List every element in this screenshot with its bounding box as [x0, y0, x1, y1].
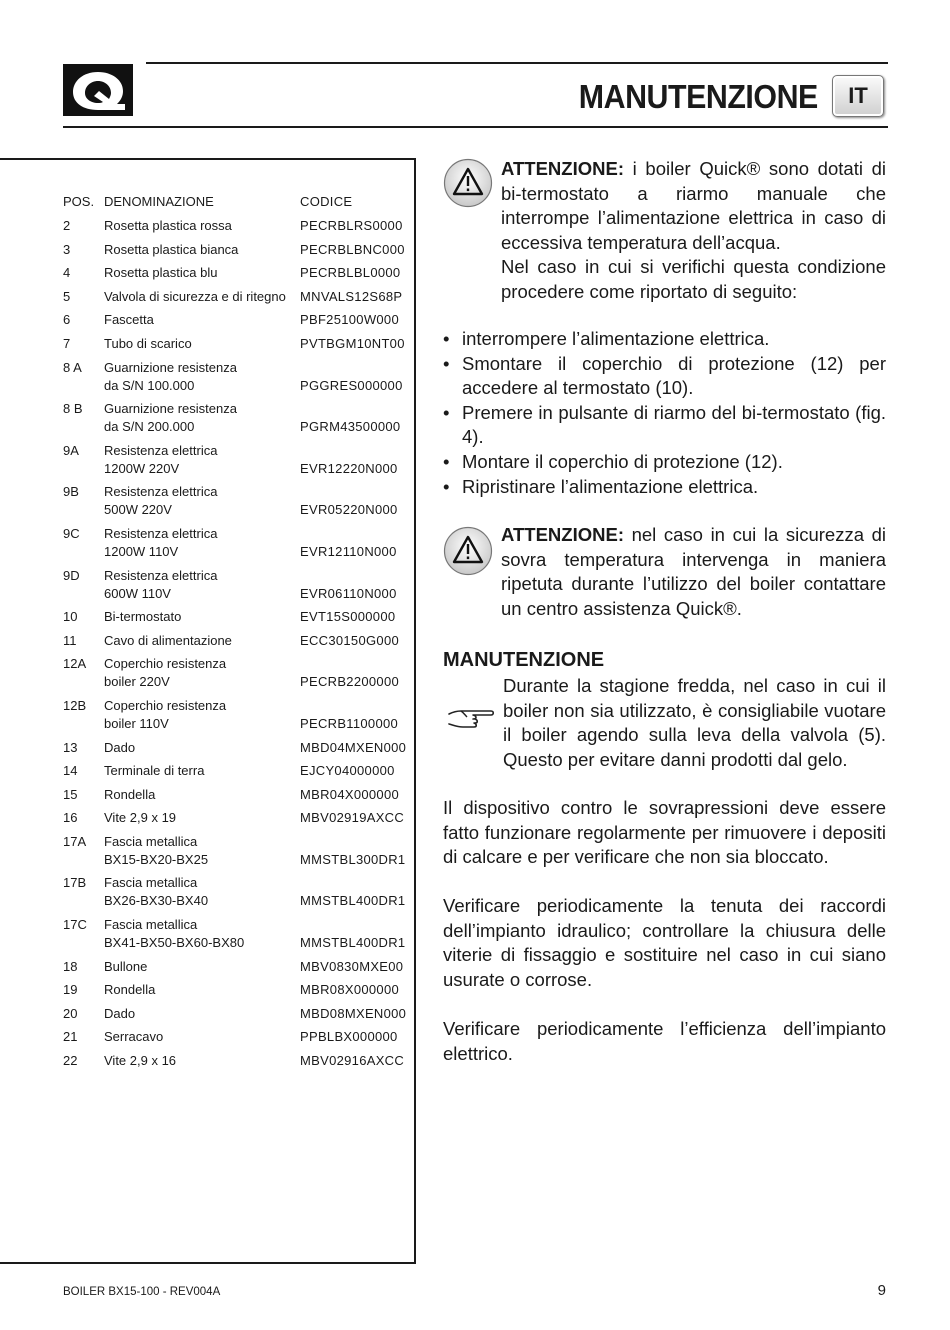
- part-code: PECRB1100000: [300, 715, 399, 731]
- table-row: [63, 311, 403, 329]
- maintenance-paragraph: Verificare periodicamente l’efficienza dell’impianto elettrico.: [443, 1018, 886, 1064]
- part-code: PGGRES000000: [300, 377, 403, 393]
- part-pos: 17C: [63, 917, 87, 933]
- part-pos: 13: [63, 739, 78, 755]
- page-title: MANUTENZIONE: [578, 78, 818, 115]
- part-name: Resistenza elettrica: [104, 567, 218, 583]
- part-code: MBD04MXEN000: [300, 739, 407, 755]
- part-name: Coperchio resistenza: [104, 656, 227, 672]
- part-code: PVTBGM10NT00: [300, 335, 405, 351]
- part-pos: 9B: [63, 484, 79, 500]
- part-pos: 15: [63, 786, 78, 802]
- part-code: EVR05220N000: [300, 502, 398, 518]
- header-top-rule: [146, 62, 888, 64]
- part-code: PBF25100W000: [300, 312, 399, 328]
- list-item: • Premere in pulsante di riarmo del bi-termostato (fig. 4).: [443, 401, 886, 450]
- part-pos: 11: [63, 632, 77, 648]
- part-name: Valvola di sicurezza e di ritegno: [104, 288, 286, 304]
- section-heading: MANUTENZIONE: [443, 649, 605, 671]
- part-name: Resistenza elettrica: [104, 442, 218, 458]
- part-code: EVR12220N000: [300, 460, 398, 476]
- table-row: [63, 833, 406, 869]
- quick-logo-icon: [63, 64, 133, 116]
- part-name: Rondella: [104, 982, 156, 998]
- part-name: Fascia metallica: [104, 917, 198, 933]
- table-row: [63, 697, 403, 733]
- warning-block-2: [443, 523, 886, 621]
- part-name: Fascia metallica: [104, 833, 198, 849]
- table-row: [63, 567, 403, 603]
- parts-table-header: [63, 193, 403, 211]
- list-item: • interrompere l’alimentazione elettrica.: [443, 327, 886, 352]
- part-name: Vite 2,9 x 19: [104, 810, 177, 826]
- header-rule: [63, 126, 888, 128]
- part-name-detail: 600W 110V: [104, 585, 171, 601]
- part-name-detail: 500W 220V: [104, 502, 172, 518]
- part-name: Dado: [104, 739, 136, 755]
- warning-triangle-icon: [443, 158, 493, 208]
- part-pos: 14: [63, 763, 78, 779]
- part-code: EJCY04000000: [300, 763, 395, 779]
- part-name: Dado: [104, 1005, 136, 1021]
- table-row: [63, 786, 403, 804]
- part-code: PPBLBX000000: [300, 1029, 398, 1045]
- part-code: EVT15S000000: [300, 609, 396, 625]
- list-item: • Smontare il coperchio di protezione (12) per accedere al termostato (10).: [443, 352, 886, 401]
- part-pos: 8 B: [63, 401, 83, 417]
- maintenance-paragraph: Il dispositivo contro le sovrapressioni deve essere fatto funzionare regolarmente per rimuovere i depositi di calcare e per verificare che non sia bloccato.: [443, 797, 886, 868]
- part-pos: 7: [63, 335, 71, 351]
- part-name: Fascetta: [104, 312, 154, 328]
- column-header-code: CODICE: [300, 194, 353, 209]
- warning-text: nel caso in cui la sicurezza di sovra temperatura intervenga in maniera ripetuta durante l’utilizzo del boiler contattare un centro assistenza Quick®.: [501, 524, 886, 619]
- part-name: Resistenza elettrica: [104, 484, 218, 500]
- part-pos: 18: [63, 958, 78, 974]
- table-row: [63, 217, 403, 235]
- table-row: [63, 241, 403, 259]
- table-row: [63, 1052, 403, 1070]
- column-header-pos: POS.: [63, 194, 95, 209]
- part-code: PECRBLBNC000: [300, 241, 405, 257]
- part-name: Vite 2,9 x 16: [104, 1053, 177, 1069]
- part-code: MMSTBL300DR1: [300, 851, 406, 867]
- warning-triangle-icon: [443, 526, 493, 576]
- table-row: [63, 288, 403, 306]
- part-name-detail: boiler 110V: [104, 715, 169, 731]
- part-pos: 10: [63, 609, 78, 625]
- table-row: [63, 335, 403, 353]
- part-pos: 17B: [63, 875, 87, 891]
- part-pos: 12A: [63, 656, 87, 672]
- language-badge: IT: [832, 75, 884, 117]
- part-pos: 9D: [63, 567, 80, 583]
- part-name: Guarnizione resistenza: [104, 401, 237, 417]
- part-code: ECC30150G000: [300, 632, 399, 648]
- table-row: [63, 1005, 407, 1023]
- parts-table: [63, 193, 407, 1076]
- part-pos: 6: [63, 312, 71, 328]
- part-pos: 2: [63, 218, 71, 233]
- part-pos: 12B: [63, 697, 87, 713]
- table-row: [63, 958, 403, 976]
- part-pos: 9A: [63, 442, 79, 458]
- part-pos: 19: [63, 982, 78, 998]
- table-row: [63, 874, 406, 910]
- part-code: EVR12110N000: [300, 543, 397, 559]
- part-name-detail: 1200W 110V: [104, 543, 179, 559]
- warning-label: ATTENZIONE:: [501, 524, 624, 545]
- part-pos: 3: [63, 241, 71, 257]
- part-name-detail: da S/N 100.000: [104, 377, 195, 393]
- table-row: [63, 655, 403, 691]
- list-item: • Ripristinare l’alimentazione elettrica.: [443, 475, 886, 500]
- part-code: MBV0830MXE00: [300, 958, 404, 974]
- warning-block-1: [443, 157, 886, 305]
- part-name: Guarnizione resistenza: [104, 359, 237, 375]
- part-pos: 8 A: [63, 359, 82, 375]
- part-name-detail: BX41-BX50-BX60-BX80: [104, 935, 245, 951]
- part-code: PECRBLBL0000: [300, 265, 401, 281]
- warning-text: i boiler Quick® sono dotati di bi-termostato a riarmo manuale che interrompe l’alimentazione elettrica in caso di eccessiva temperatura dell’acqua.: [501, 158, 886, 253]
- part-code: MBV02919AXCC: [300, 810, 405, 826]
- part-name-detail: 1200W 220V: [104, 460, 180, 476]
- footer-doc-id: BOILER BX15-100 - REV004A: [63, 1286, 221, 1298]
- list-item: • Montare il coperchio di protezione (12).: [443, 450, 886, 475]
- table-row: [63, 400, 403, 436]
- part-name: Cavo di alimentazione: [104, 632, 232, 648]
- part-code: MBD08MXEN000: [300, 1005, 407, 1021]
- part-pos: 5: [63, 288, 71, 304]
- warning-text-2: Nel caso in cui si verifichi questa condizione procedere come riportato di seguito:: [501, 256, 886, 302]
- part-name: Fascia metallica: [104, 875, 198, 891]
- part-pos: 21: [63, 1029, 78, 1045]
- table-row: [63, 981, 403, 999]
- part-name-detail: boiler 220V: [104, 674, 170, 690]
- part-code: MNVALS12S68P: [300, 288, 403, 304]
- part-code: MMSTBL400DR1: [300, 935, 406, 951]
- part-name-detail: BX26-BX30-BX40: [104, 893, 209, 909]
- table-row: [63, 359, 403, 395]
- part-pos: 4: [63, 265, 71, 281]
- warning-label: ATTENZIONE:: [501, 158, 624, 179]
- part-code: PECRB2200000: [300, 674, 399, 690]
- part-name: Bi-termostato: [104, 609, 182, 625]
- part-name: Rosetta plastica blu: [104, 265, 218, 281]
- part-pos: 16: [63, 810, 78, 826]
- part-pos: 9C: [63, 525, 80, 541]
- table-row: [63, 762, 403, 780]
- maintenance-paragraph: Verificare periodicamente la tenuta dei raccordi dell’impianto idraulico; controllare la chiusura delle viterie di fissaggio e sostituire nel caso in cui siano usurate o corrose.: [443, 895, 886, 990]
- table-row: [63, 809, 403, 827]
- table-row: [63, 608, 403, 626]
- part-name-detail: BX15-BX20-BX25: [104, 851, 209, 867]
- part-pos: 20: [63, 1005, 78, 1021]
- part-code: MMSTBL400DR1: [300, 893, 406, 909]
- part-name: Resistenza elettrica: [104, 525, 218, 541]
- part-name: Rondella: [104, 786, 156, 802]
- part-code: EVR06110N000: [300, 585, 397, 601]
- table-row: [63, 525, 403, 561]
- pointing-hand-icon: [447, 704, 497, 734]
- part-name: Tubo di scarico: [104, 335, 192, 351]
- table-row: [63, 632, 403, 650]
- part-code: PECRBLRS0000: [300, 218, 403, 233]
- part-pos: 17A: [63, 833, 87, 849]
- table-row: [63, 264, 403, 282]
- part-code: MBV02916AXCC: [300, 1053, 405, 1069]
- maintenance-note: Durante la stagione fredda, nel caso in cui il boiler non sia utilizzato, è consigliabile vuotare il boiler agendo sulla leva della valvola (5). Questo per evitare danni prodotti dal gelo.: [503, 675, 886, 770]
- page-number: 9: [877, 1282, 886, 1299]
- part-name-detail: da S/N 200.000: [104, 419, 195, 435]
- part-code: MBR08X000000: [300, 982, 399, 998]
- part-pos: 22: [63, 1053, 78, 1069]
- table-row: [63, 739, 407, 757]
- part-code: MBR04X000000: [300, 786, 399, 802]
- part-name: Terminale di terra: [104, 763, 205, 779]
- reset-steps: [443, 327, 886, 499]
- table-row: [63, 442, 403, 478]
- part-name: Coperchio resistenza: [104, 697, 227, 713]
- part-name: Rosetta plastica rossa: [104, 218, 232, 233]
- column-header-name: DENOMINAZIONE: [104, 194, 214, 209]
- table-row: [63, 916, 406, 952]
- part-name: Rosetta plastica bianca: [104, 241, 239, 257]
- table-row: [63, 1028, 403, 1046]
- table-row: [63, 483, 403, 519]
- part-name: Serracavo: [104, 1029, 164, 1045]
- part-name: Bullone: [104, 958, 148, 974]
- part-code: PGRM43500000: [300, 419, 401, 435]
